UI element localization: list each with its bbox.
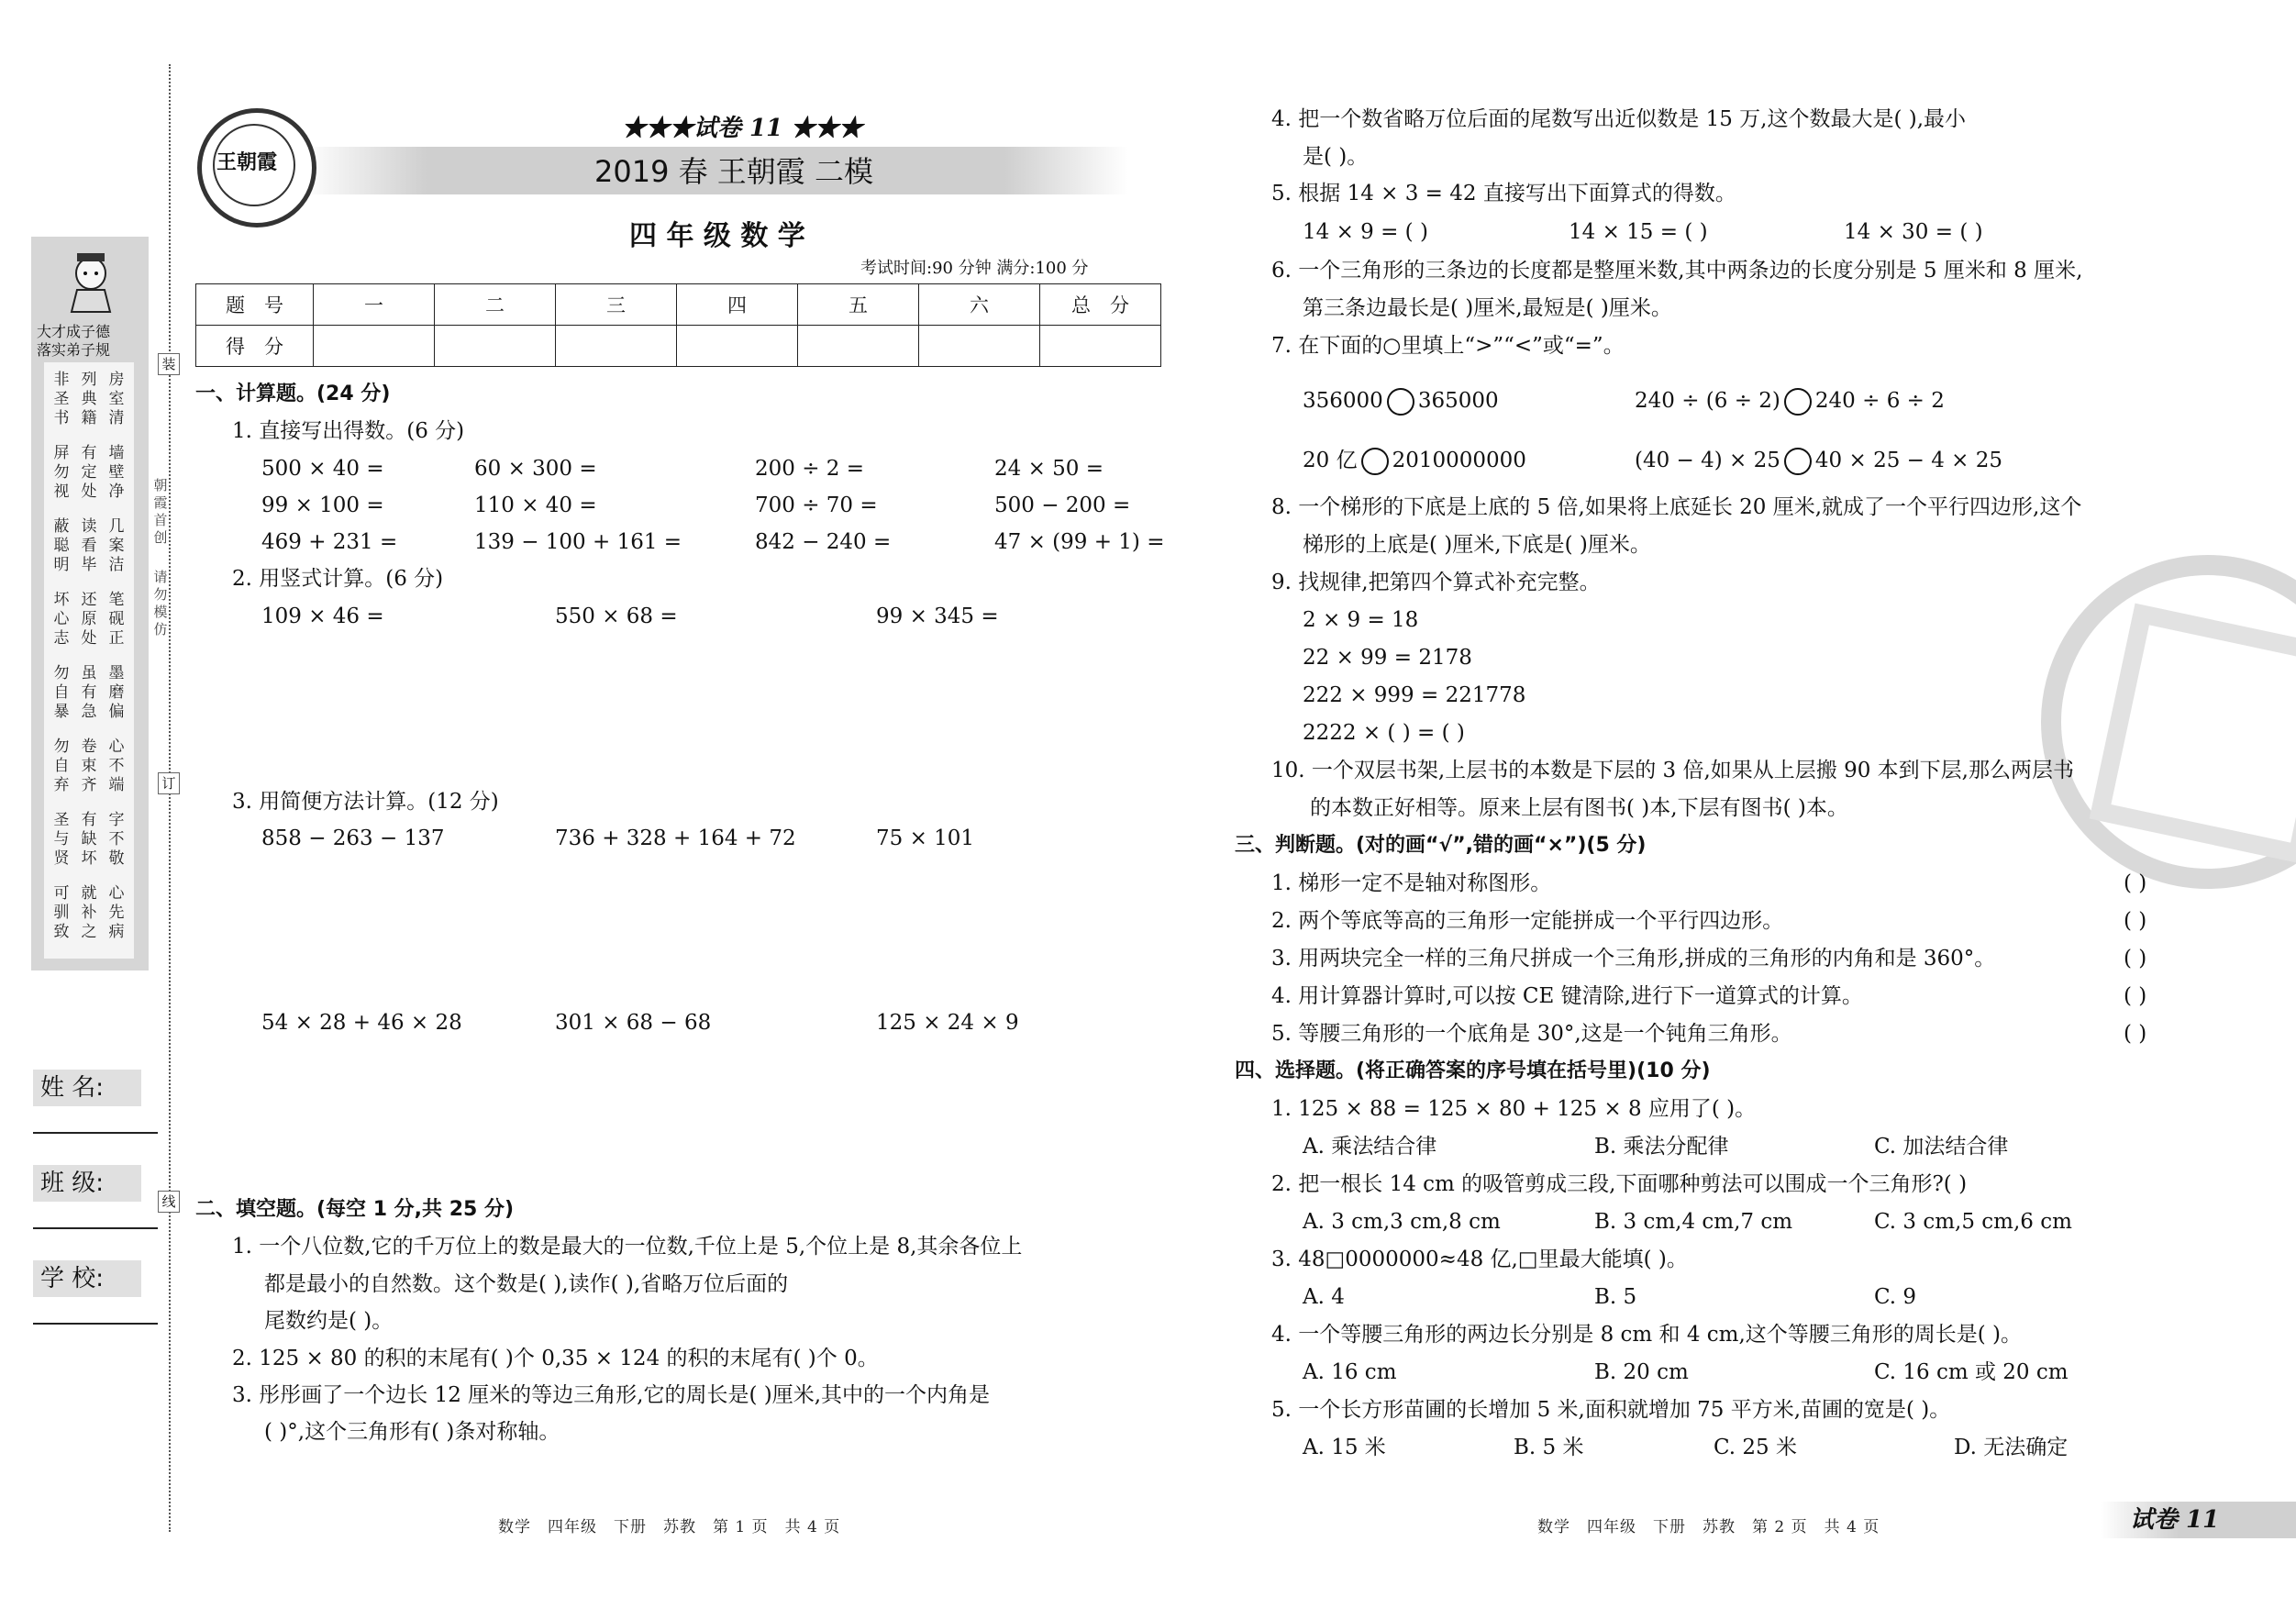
poem-column: 有缺坏 bbox=[81, 811, 97, 868]
name-line[interactable] bbox=[33, 1132, 158, 1134]
compare-c-right: 2010000000 bbox=[1392, 449, 1526, 472]
poem-column: 还原处 bbox=[81, 591, 97, 648]
q1-item: 110 × 40 = bbox=[474, 494, 597, 517]
score-cell: 五 bbox=[798, 284, 919, 326]
fill-q3-line1: 3. 彤彤画了一个边长 12 厘米的等边三角形,它的周长是( )厘米,其中的一个内角是 bbox=[232, 1383, 991, 1407]
score-cell: 题 号 bbox=[196, 284, 314, 326]
section-4-title: 四、选择题。(将正确答案的序号填在括号里)(10 分) bbox=[1235, 1059, 1711, 1082]
choice-option: B. 5 bbox=[1594, 1285, 1637, 1309]
school-label: 学 校: bbox=[33, 1260, 141, 1297]
q1-item: 200 ÷ 2 = bbox=[755, 457, 865, 481]
pattern-item: 2222 × ( ) = ( ) bbox=[1303, 721, 1465, 745]
compare-a-left: 356000 bbox=[1303, 389, 1383, 413]
score-input-cell[interactable] bbox=[919, 326, 1040, 367]
choice-q4: 4. 一个等腰三角形的两边长分别是 8 cm 和 4 cm,这个等腰三角形的周长是( )。 bbox=[1271, 1323, 2023, 1347]
scholar-illustration bbox=[59, 246, 123, 314]
q3-item: 125 × 24 × 9 bbox=[876, 1011, 1019, 1035]
score-input-cell[interactable] bbox=[677, 326, 798, 367]
judge-item: 2. 两个等底等高的三角形一定能拼成一个平行四边形。 bbox=[1271, 909, 1784, 933]
fill-q8-line1: 8. 一个梯形的下底是上底的 5 倍,如果将上底延长 20 厘米,就成了一个平行四边形,这个 bbox=[1271, 495, 2082, 519]
section-3-title: 三、判断题。(对的画“√”,错的画“×”)(5 分) bbox=[1235, 834, 1647, 857]
fill-q10-line1: 10. 一个双层书架,上层书的本数是下层的 3 倍,如果从上层搬 90 本到下层,那么两层书 bbox=[1271, 759, 2074, 782]
q1-item: 99 × 100 = bbox=[261, 494, 384, 517]
score-input-cell[interactable] bbox=[435, 326, 556, 367]
cut-label-1: 装 bbox=[158, 353, 180, 375]
motto-1: 大才成子德 bbox=[37, 323, 111, 340]
banner-title: 2019 春 王朝霞 二模 bbox=[594, 154, 873, 189]
score-table bbox=[195, 283, 1161, 367]
judge-item: 3. 用两块完全一样的三角尺拼成一个三角形,拼成的三角形的内角和是 360°。 bbox=[1271, 947, 1996, 970]
q1-title: 1. 直接写出得数。(6 分) bbox=[232, 419, 465, 443]
q3-item: 736 + 328 + 164 + 72 bbox=[555, 826, 796, 850]
fill-q1-line2: 都是最小的自然数。这个数是( ),读作( ),省略万位后面的 bbox=[264, 1272, 789, 1296]
poem-column: 墙壁净 bbox=[108, 444, 125, 501]
judge-answer-bracket[interactable]: ( ) bbox=[2124, 871, 2147, 895]
paper-number: ★★★试卷 11 ★★★ bbox=[622, 115, 863, 142]
q1-item: 500 − 200 = bbox=[994, 494, 1131, 517]
poem-column: 坏心志 bbox=[53, 591, 70, 648]
q3-item: 858 − 263 − 137 bbox=[261, 826, 445, 850]
score-cell: 总 分 bbox=[1040, 284, 1161, 326]
choice-option: C. 16 cm 或 20 cm bbox=[1874, 1360, 2069, 1384]
class-line[interactable] bbox=[33, 1227, 158, 1229]
poem-column: 列典籍 bbox=[81, 371, 97, 427]
fill-q4-line1: 4. 把一个数省略万位后面的尾数写出近似数是 15 万,这个数最大是( ),最小 bbox=[1271, 107, 1967, 131]
choice-option: B. 20 cm bbox=[1594, 1360, 1689, 1384]
fill-q4-line2: 是( )。 bbox=[1303, 145, 1369, 169]
choice-q3: 3. 48□0000000≈48 亿,□里最大能填( )。 bbox=[1271, 1248, 1688, 1271]
choice-q2: 2. 把一根长 14 cm 的吸管剪成三段,下面哪种剪法可以围成一个三角形?( ) bbox=[1271, 1172, 1968, 1196]
choice-option: A. 15 米 bbox=[1303, 1436, 1386, 1459]
name-label: 姓 名: bbox=[33, 1070, 141, 1106]
q3-title: 3. 用简便方法计算。(12 分) bbox=[232, 790, 499, 814]
page-2-footer: 数学 四年级 下册 苏教 第 2 页 共 4 页 bbox=[1537, 1518, 1880, 1536]
compare-circle[interactable] bbox=[1784, 448, 1812, 475]
q2-item: 99 × 345 = bbox=[876, 604, 999, 628]
choice-q5: 5. 一个长方形苗圃的长增加 5 米,面积就增加 75 平方米,苗圃的宽是( )。 bbox=[1271, 1398, 1951, 1422]
poem-column: 勿自暴 bbox=[53, 664, 70, 721]
poem-column: 屏勿视 bbox=[53, 444, 70, 501]
score-table-score-row bbox=[196, 326, 1161, 367]
poem-column: 勿自弃 bbox=[53, 738, 70, 794]
judge-answer-bracket[interactable]: ( ) bbox=[2124, 1022, 2147, 1046]
fill-q5-item: 14 × 9 = ( ) bbox=[1303, 220, 1428, 244]
q1-item: 700 ÷ 70 = bbox=[755, 494, 878, 517]
judge-item: 5. 等腰三角形的一个底角是 30°,这是一个钝角三角形。 bbox=[1271, 1022, 1792, 1046]
fill-q9: 9. 找规律,把第四个算式补充完整。 bbox=[1271, 571, 1601, 594]
poem-column: 心不端 bbox=[108, 738, 125, 794]
seal-text: 王朝霞 bbox=[216, 150, 278, 174]
fill-q6-line2: 第三条边最长是( )厘米,最短是( )厘米。 bbox=[1303, 296, 1672, 320]
q1-item: 24 × 50 = bbox=[994, 457, 1104, 481]
choice-option: A. 3 cm,3 cm,8 cm bbox=[1303, 1210, 1501, 1234]
choice-option: C. 加法结合律 bbox=[1874, 1135, 2009, 1159]
score-cell: 四 bbox=[677, 284, 798, 326]
choice-option: B. 3 cm,4 cm,7 cm bbox=[1594, 1210, 1793, 1234]
score-input-cell[interactable] bbox=[314, 326, 435, 367]
choice-option: A. 乘法结合律 bbox=[1303, 1135, 1437, 1159]
poem-column: 蔽聪明 bbox=[53, 517, 70, 574]
poem-column: 就补之 bbox=[81, 884, 97, 941]
poem-column: 几案洁 bbox=[108, 517, 125, 574]
fill-q1-line1: 1. 一个八位数,它的千万位上的数是最大的一位数,千位上是 5,个位上是 8,其余各位上 bbox=[232, 1235, 1023, 1259]
side-words-1: 朝霞首创 bbox=[153, 477, 168, 546]
choice-q1: 1. 125 × 88 = 125 × 80 + 125 × 8 应用了( )。 bbox=[1271, 1097, 1757, 1121]
choice-option: C. 9 bbox=[1874, 1285, 1917, 1309]
compare-d-left: (40 − 4) × 25 bbox=[1635, 449, 1780, 472]
choice-option: A. 4 bbox=[1303, 1285, 1345, 1309]
cut-line bbox=[169, 64, 171, 1532]
exam-info: 考试时间:90 分钟 满分:100 分 bbox=[860, 259, 1089, 278]
compare-b-left: 240 ÷ (6 ÷ 2) bbox=[1635, 389, 1780, 413]
cut-label-3: 线 bbox=[158, 1191, 180, 1213]
poem-column: 可驯致 bbox=[53, 884, 70, 941]
score-input-cell[interactable] bbox=[1040, 326, 1161, 367]
q3-item: 75 × 101 bbox=[876, 826, 975, 850]
fill-q1-line3: 尾数约是( )。 bbox=[264, 1309, 394, 1333]
fill-q5-item: 14 × 30 = ( ) bbox=[1844, 220, 1983, 244]
judge-answer-bracket[interactable]: ( ) bbox=[2124, 984, 2147, 1008]
q1-item: 469 + 231 = bbox=[261, 530, 398, 554]
poem-column: 圣与贤 bbox=[53, 811, 70, 868]
fill-q3-line2: ( )°,这个三角形有( )条对称轴。 bbox=[264, 1420, 560, 1444]
choice-option: A. 16 cm bbox=[1303, 1360, 1397, 1384]
compare-a-right: 365000 bbox=[1417, 389, 1499, 413]
choice-option: B. 5 米 bbox=[1514, 1436, 1584, 1459]
q2-item: 109 × 46 = bbox=[261, 604, 384, 628]
side-words-2: 请勿模仿 bbox=[153, 569, 168, 638]
q1-item: 60 × 300 = bbox=[474, 457, 597, 481]
pattern-item: 222 × 999 = 221778 bbox=[1303, 683, 1526, 707]
choice-option: B. 乘法分配律 bbox=[1594, 1135, 1729, 1159]
q3-item: 301 × 68 − 68 bbox=[555, 1011, 712, 1035]
class-label: 班 级: bbox=[33, 1165, 141, 1202]
judge-item: 1. 梯形一定不是轴对称图形。 bbox=[1271, 871, 1552, 895]
score-cell: 得 分 bbox=[196, 326, 314, 367]
section-1-title: 一、计算题。(24 分) bbox=[195, 383, 391, 405]
fill-q7: 7. 在下面的○里填上“>”“<”或“=”。 bbox=[1271, 334, 1625, 358]
score-input-cell[interactable] bbox=[556, 326, 677, 367]
q1-item: 500 × 40 = bbox=[261, 457, 384, 481]
choice-option: D. 无法确定 bbox=[1954, 1436, 2069, 1459]
q1-item: 47 × (99 + 1) = bbox=[994, 530, 1165, 554]
compare-c-left: 20 亿 bbox=[1303, 449, 1358, 472]
choice-option: C. 25 米 bbox=[1714, 1436, 1797, 1459]
subject-title: 四 年 级 数 学 bbox=[629, 220, 805, 252]
score-table-header-row bbox=[196, 284, 1161, 326]
compare-d-right: 40 × 25 − 4 × 25 bbox=[1814, 449, 2003, 472]
judge-answer-bracket[interactable]: ( ) bbox=[2124, 909, 2147, 933]
q2-item: 550 × 68 = bbox=[555, 604, 678, 628]
q2-title: 2. 用竖式计算。(6 分) bbox=[232, 567, 444, 591]
school-line[interactable] bbox=[33, 1323, 158, 1325]
compare-b bbox=[1635, 387, 1945, 416]
cut-label-2: 订 bbox=[158, 772, 180, 794]
fill-q2: 2. 125 × 80 的积的末尾有( )个 0,35 × 124 的积的末尾有( )个 0。 bbox=[232, 1347, 879, 1370]
compare-b-right: 240 ÷ 6 ÷ 2 bbox=[1814, 389, 1945, 413]
score-input-cell[interactable] bbox=[798, 326, 919, 367]
fill-q10-line2: 的本数正好相等。原来上层有图书( )本,下层有图书( )本。 bbox=[1310, 796, 1848, 820]
poem-column: 房室清 bbox=[108, 371, 125, 427]
compare-d bbox=[1635, 447, 2002, 475]
motto-2: 落实弟子规 bbox=[37, 341, 111, 359]
compare-circle[interactable] bbox=[1387, 388, 1414, 416]
q3-item: 54 × 28 + 46 × 28 bbox=[261, 1011, 462, 1035]
fill-q5-item: 14 × 15 = ( ) bbox=[1569, 220, 1708, 244]
compare-circle[interactable] bbox=[1784, 388, 1812, 416]
poem-column: 有定处 bbox=[81, 444, 97, 501]
score-cell: 二 bbox=[435, 284, 556, 326]
compare-circle[interactable] bbox=[1361, 448, 1389, 475]
poem-column: 卷束齐 bbox=[81, 738, 97, 794]
score-cell: 三 bbox=[556, 284, 677, 326]
compare-a bbox=[1303, 387, 1499, 416]
paper-tab-label: 试卷 11 bbox=[2130, 1506, 2220, 1534]
judge-item: 4. 用计算器计算时,可以按 CE 键清除,进行下一道算式的计算。 bbox=[1271, 984, 1863, 1008]
poem-column: 墨磨偏 bbox=[108, 664, 125, 721]
poem-column: 心先病 bbox=[108, 884, 125, 941]
fill-q6-line1: 6. 一个三角形的三条边的长度都是整厘米数,其中两条边的长度分别是 5 厘米和 8 厘米, bbox=[1271, 259, 2083, 283]
pattern-item: 22 × 99 = 2178 bbox=[1303, 646, 1472, 670]
pattern-item: 2 × 9 = 18 bbox=[1303, 608, 1419, 632]
fill-q8-line2: 梯形的上底是( )厘米,下底是( )厘米。 bbox=[1303, 533, 1651, 557]
poem-column: 非圣书 bbox=[53, 371, 70, 427]
poem-column: 虽有急 bbox=[81, 664, 97, 721]
poem-column: 字不敬 bbox=[108, 811, 125, 868]
q1-item: 139 − 100 + 161 = bbox=[474, 530, 682, 554]
choice-option: C. 3 cm,5 cm,6 cm bbox=[1874, 1210, 2072, 1234]
poem-column: 读看毕 bbox=[81, 517, 97, 574]
page-1-footer: 数学 四年级 下册 苏教 第 1 页 共 4 页 bbox=[498, 1518, 841, 1536]
score-cell: 六 bbox=[919, 284, 1040, 326]
fill-q5: 5. 根据 14 × 3 = 42 直接写出下面算式的得数。 bbox=[1271, 182, 1736, 205]
compare-c bbox=[1303, 447, 1526, 475]
poem-column: 笔砚正 bbox=[108, 591, 125, 648]
score-cell: 一 bbox=[314, 284, 435, 326]
q1-item: 842 − 240 = bbox=[755, 530, 892, 554]
judge-answer-bracket[interactable]: ( ) bbox=[2124, 947, 2147, 970]
section-2-title: 二、填空题。(每空 1 分,共 25 分) bbox=[195, 1198, 515, 1221]
